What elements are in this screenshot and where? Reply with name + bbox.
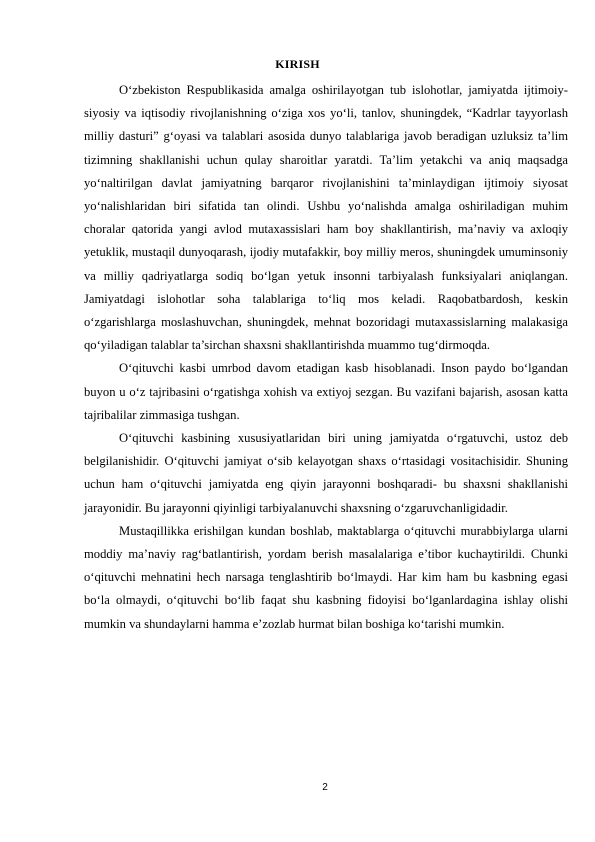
paragraph-3: O‘qituvchi kasbining xususiyatlaridan biri uning jamiyatda o‘rgatuvchi, ustoz deb belgilanishidir. O‘qituvchi jamiyat o‘sib kelayotgan shaxs o‘rtasidagi vositachisidir. Shuning uchun ham o‘qituvchi jamiyatda eng qiyin jarayonni boshqaradi- bu shaxsni shakllanishi jarayonidir. Bu jarayonni qiyinligi tarbiyalanuvchi shaxsning o‘zgaruvchanligidadir. xyxy=(84,431,568,515)
paragraph-2: O‘qituvchi kasbi umrbod davom etadigan kasb hisoblanadi. Inson paydo bo‘lgandan buyon u o‘z tajribasini o‘rgatishga xohish va extiyoj sezgan. Bu vazifani bajarish, asosan katta tajribalilar zimmasiga tushgan. xyxy=(84,361,568,422)
paragraph-4: Mustaqillikka erishilgan kundan boshlab, maktablarga o‘qituvchi murabbiylarga ularni moddiy ma’naviy rag‘batlantirish, yordam berish masalalariga e’tibor kuchaytirildi. Chunki o‘qituvchi mehnatini hech narsaga tenglashtirib bo‘lmaydi. Har kim ham bu kasbning egasi bo‘la olmaydi, o‘qituvchi bo‘lib faqat shu kasbning fidoyisi bo‘lganlardagina ishlay olishi mumkin va shundaylarni hamma e’zozlab hurmat bilan boshiga ko‘tarishi mumkin. xyxy=(84,523,568,631)
body-text xyxy=(84,79,568,636)
section-title: KIRISH xyxy=(275,57,320,71)
paragraph-1: O‘zbekiston Respublikasida amalga oshirilayotgan tub islohotlar, jamiyatda ijtimoiy-siyosiy va iqtisodiy rivojlanishning o‘ziga xos yo‘li, tanlov, shuningdek, “Kadrlar tayyorlash milliy dasturi” g‘oyasi va talablari asosida dunyo talablariga javob beradigan uzluksiz ta’lim tizimning shakllanishi uchun qulay sharoitlar yaratdi. Ta’lim yetakchi va aniq maqsadga yo‘naltirilgan davlat jamiyatning barqaror rivojlanishini ta’minlaydigan ijtimoiy siyosat yo‘nalishlaridan biri sifatida tan olindi. Ushbu yo‘nalishda amalga oshiriladigan muhim choralar qatorida yangi avlod mutaxassislari ham boy shakllantirish, ma’naviy va axloqiy yetuklik, mustaqil dunyoqarash, ijodiy mutafakkir, boy milliy meros, shuningdek umuminsoniy va milliy qadriyatlarga sodiq bo‘lgan yetuk insonni tarbiyalash funksiyalari aniqlangan. Jamiyatdagi islohotlar soha talablariga to‘liq mos keladi. Raqobatbardosh, keskin o‘zgarishlarga moslashuvchan, shuningdek, mehnat bozoridagi mutaxassislarning malakasiga qo‘yiladigan talablar ta’sirchan shaxsni shakllantirishda muammo tug‘dirmoqda. xyxy=(84,83,568,353)
page-number: 2 xyxy=(322,782,328,793)
